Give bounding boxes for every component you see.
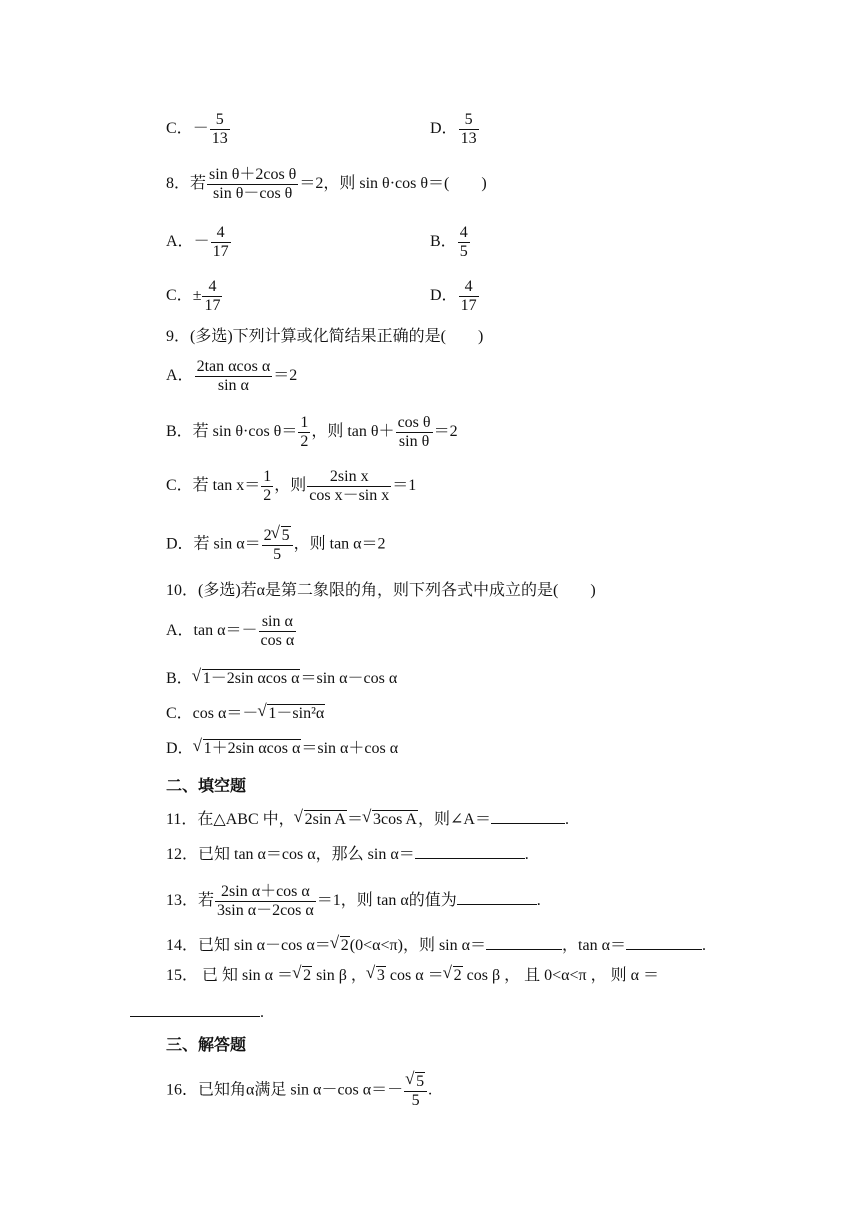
question-14: 14．已知 sin α－cos α＝√ 2(0<α<π)，则 sin α＝ ，tan α＝ . [166,933,706,956]
q9-option-d: D．若 sin α＝ $\frac{2√ 5}{5}$ ，则 tan α＝2 [166,526,386,564]
radical: √ 5 [415,1072,425,1091]
fraction: $\frac{1}{2}$ [300,414,309,450]
radical: √ 1－2sin αcos α [202,669,301,688]
fraction: $\frac{4}{17}$ [212,224,229,260]
answer-blank[interactable] [130,1000,260,1017]
q8-option-b: B． $\frac{4}{5}$ [430,224,468,260]
q9-option-c: C．若 tan x＝ $\frac{1}{2}$ ，则 $\frac{\text{2sin x}}{\text{cos x－sin x}}$ ＝1 [166,468,417,504]
question-9-stem: 9．(多选)下列计算或化简结果正确的是( ) [166,328,484,345]
question-16: 16．已知角α满足 sin α－cos α＝－ √ $\frac{5}{5}$ . [166,1072,432,1110]
answer-blank[interactable] [486,933,562,950]
radical: √ 2 [302,966,312,985]
answer-blank[interactable] [457,888,537,905]
radical: √ 2sin A [304,810,347,829]
fraction: $\frac{\text{2tan αcos α}}{\text{sin α}}$ [196,358,271,394]
question-11: 11．在△ABC 中，√ 2sin A＝√ 3cos A，则∠A＝ . [166,807,569,830]
question-10-stem: 10．(多选)若α是第二象限的角，则下列各式中成立的是( ) [166,582,596,599]
q9-option-b: B．若 sin θ·cos θ＝ $\frac{1}{2}$ ，则 tan θ＋ $\frac{\text{cos θ}}{\text{sin θ}}$ ＝2 [166,414,458,450]
radical: √ 2 [453,966,463,985]
q8-option-d: D． $\frac{4}{17}$ [430,278,477,314]
fraction: $\frac{4}{17}$ [204,278,221,314]
radical: √ 3 [376,966,386,985]
fraction: $\frac{4}{5}$ [459,224,468,260]
fraction: $\frac{\text{2sin x}}{\text{cos x－sin x}}$ [309,468,390,504]
fraction: $\frac{\text{sin α}}{\text{cos α}}$ [260,613,295,649]
question-8-stem: 8．若 $\frac{\text{sin θ＋2cos θ}}{\text{sin θ－cos θ}}$ ＝2，则 sin θ·cos θ＝( ) [166,166,487,202]
radical: √ 5 [281,526,291,545]
q10-option-c: C．cos α＝－√ 1－sin²α [166,704,325,724]
section-heading-solutions: 三、解答题 [166,1035,247,1054]
question-13: 13．若 $\frac{\text{2sin α＋cos α}}{\text{3sin α－2cos α}}$ ＝1，则 tan α的值为 . [166,883,541,919]
q7-option-c: C．－ $\frac{5}{13}$ [166,111,228,147]
q9-option-a: A． $\frac{\text{2tan αcos α}}{\text{sin α}}$ ＝2 [166,358,298,394]
q10-option-b: B．√ 1－2sin αcos α＝sin α－cos α [166,669,397,689]
fraction: $\frac{\text{2sin α＋cos α}}{\text{3sin α－2cos α}}$ [217,883,314,919]
fraction: $\frac{1}{2}$ [263,468,272,504]
fraction: $\frac{5}{13}$ [211,111,228,147]
radical: √ 3cos A [372,810,418,829]
answer-blank[interactable] [626,933,702,950]
fraction: $\frac{\text{sin θ＋2cos θ}}{\text{sin θ－cos θ}}$ [209,166,297,202]
question-12: 12．已知 tan α＝cos α，那么 sin α＝ . [166,842,529,865]
answer-blank[interactable] [415,842,525,859]
fraction: $\frac{4}{17}$ [460,278,477,314]
option-label: C． [166,120,193,138]
fraction: $\frac{5}{13}$ [460,111,477,147]
radical: √ 2 [340,936,350,955]
radical: √ 1＋2sin αcos α [203,739,302,758]
q10-option-d: D．√ 1＋2sin αcos α＝sin α＋cos α [166,739,398,759]
question-15-answer-line: . [130,1000,264,1023]
question-15: 15． 已 知 sin α ＝√ 2 sin β ，√ 3 cos α ＝√ 2 cos β ， 且 0<α<π ， 则 α ＝ [166,966,659,986]
answer-blank[interactable] [491,807,565,824]
option-label: D． [430,120,458,138]
fraction: √ $\frac{5}{5}$ [404,1072,427,1110]
fraction: $\frac{2√ 5}{5}$ [262,526,293,564]
q7-option-d [430,111,480,148]
section-heading-fill-in: 二、填空题 [166,776,247,795]
fraction: $\frac{\text{cos θ}}{\text{sin θ}}$ [397,414,431,450]
q8-option-a: A．－ $\frac{4}{17}$ [166,224,229,260]
q10-option-a: A．tan α＝－ $\frac{\text{sin α}}{\text{cos α}}$ [166,613,295,649]
radical: √ 1－sin²α [267,704,325,723]
q8-option-c: C．± $\frac{4}{17}$ [166,278,221,314]
